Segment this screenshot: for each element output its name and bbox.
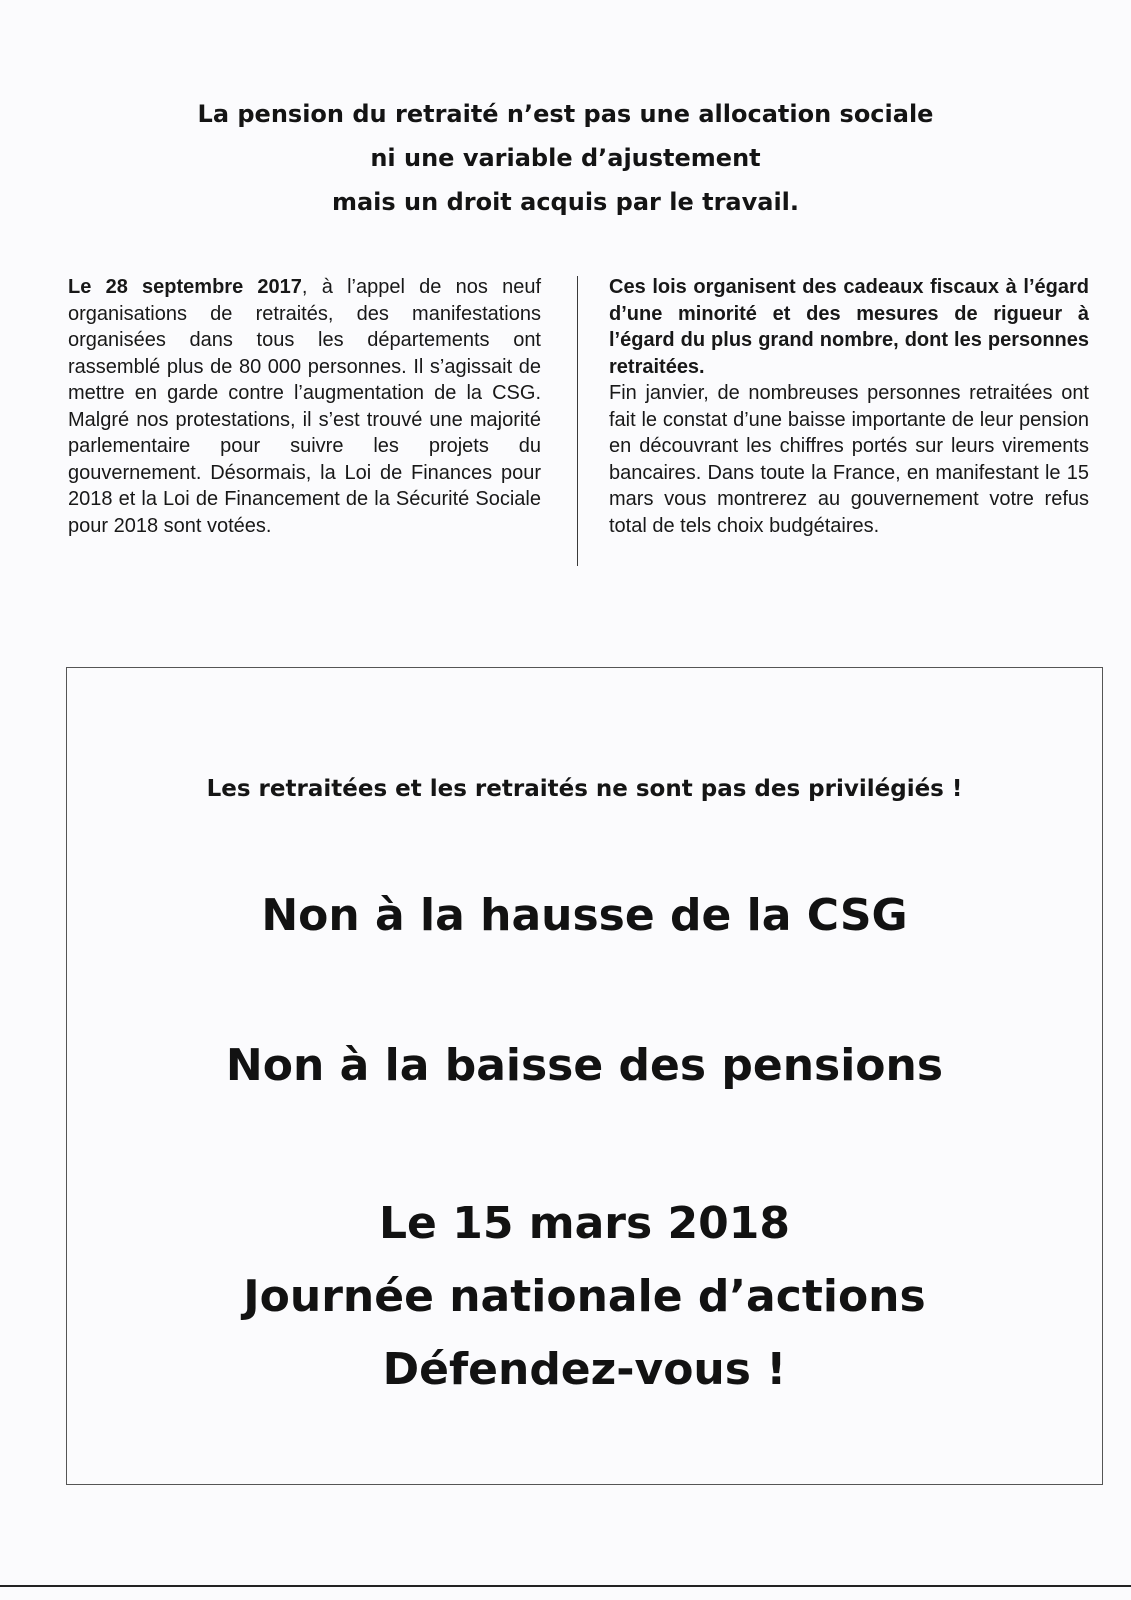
slogan-pensions: Non à la baisse des pensions	[225, 1040, 944, 1091]
right-bold-text: Ces lois organisent des cadeaux fiscaux à l’égard d’une minorité et des mesures de rigueur à l’égard du plus grand nombre, dont les personnes retraitées.	[609, 276, 1089, 378]
headline-line-2: ni une variable d’ajustement	[370, 144, 761, 172]
right-bold-paragraph	[609, 274, 1089, 380]
left-date: Le 28 septembre 2017	[68, 276, 302, 298]
headline	[60, 92, 1071, 224]
headline-line-1: La pension du retraité n’est pas une allocation sociale	[197, 100, 934, 128]
slogan-box	[66, 667, 1103, 1485]
slogan-csg: Non à la hausse de la CSG	[261, 890, 908, 941]
right-paragraph: Fin janvier, de nombreuses personnes retraitées ont fait le constat d’une baisse importante de leur pension en découvrant les chiffres portés sur leurs virements bancaires. Dans toute la France, en manifestant le 15 mars vous montrerez au gouvernement votre refus total de tels choix budgétaires.	[609, 382, 1089, 537]
right-column	[609, 274, 1089, 539]
bottom-rule	[0, 1585, 1131, 1587]
left-paragraph	[68, 274, 541, 539]
slogan-date: Le 15 mars 2018	[379, 1198, 790, 1249]
box-title: Les retraitées et les retraités ne sont pas des privilégiés !	[206, 776, 963, 802]
slogan-defendez: Défendez-vous !	[382, 1344, 787, 1395]
left-text: , à l’appel de nos neuf organisations de retraités, des manifestations organisées dans tous les départements ont rassemblé plus de 80 000 personnes. Il s’agissait de mettre en garde contre l’augmentation de la CSG. Malgré nos protestations, il s’est trouvé une majorité parlementaire pour suivre les projets du gouvernement. Désormais, la Loi de Finances pour 2018 et la Loi de Financement de la Sécurité Sociale pour 2018 sont votées.	[68, 276, 541, 537]
intro-columns	[0, 274, 1131, 574]
headline-line-3: mais un droit acquis par le travail.	[331, 188, 800, 216]
left-column	[68, 274, 541, 539]
slogan-journee: Journée nationale d’actions	[243, 1271, 926, 1322]
